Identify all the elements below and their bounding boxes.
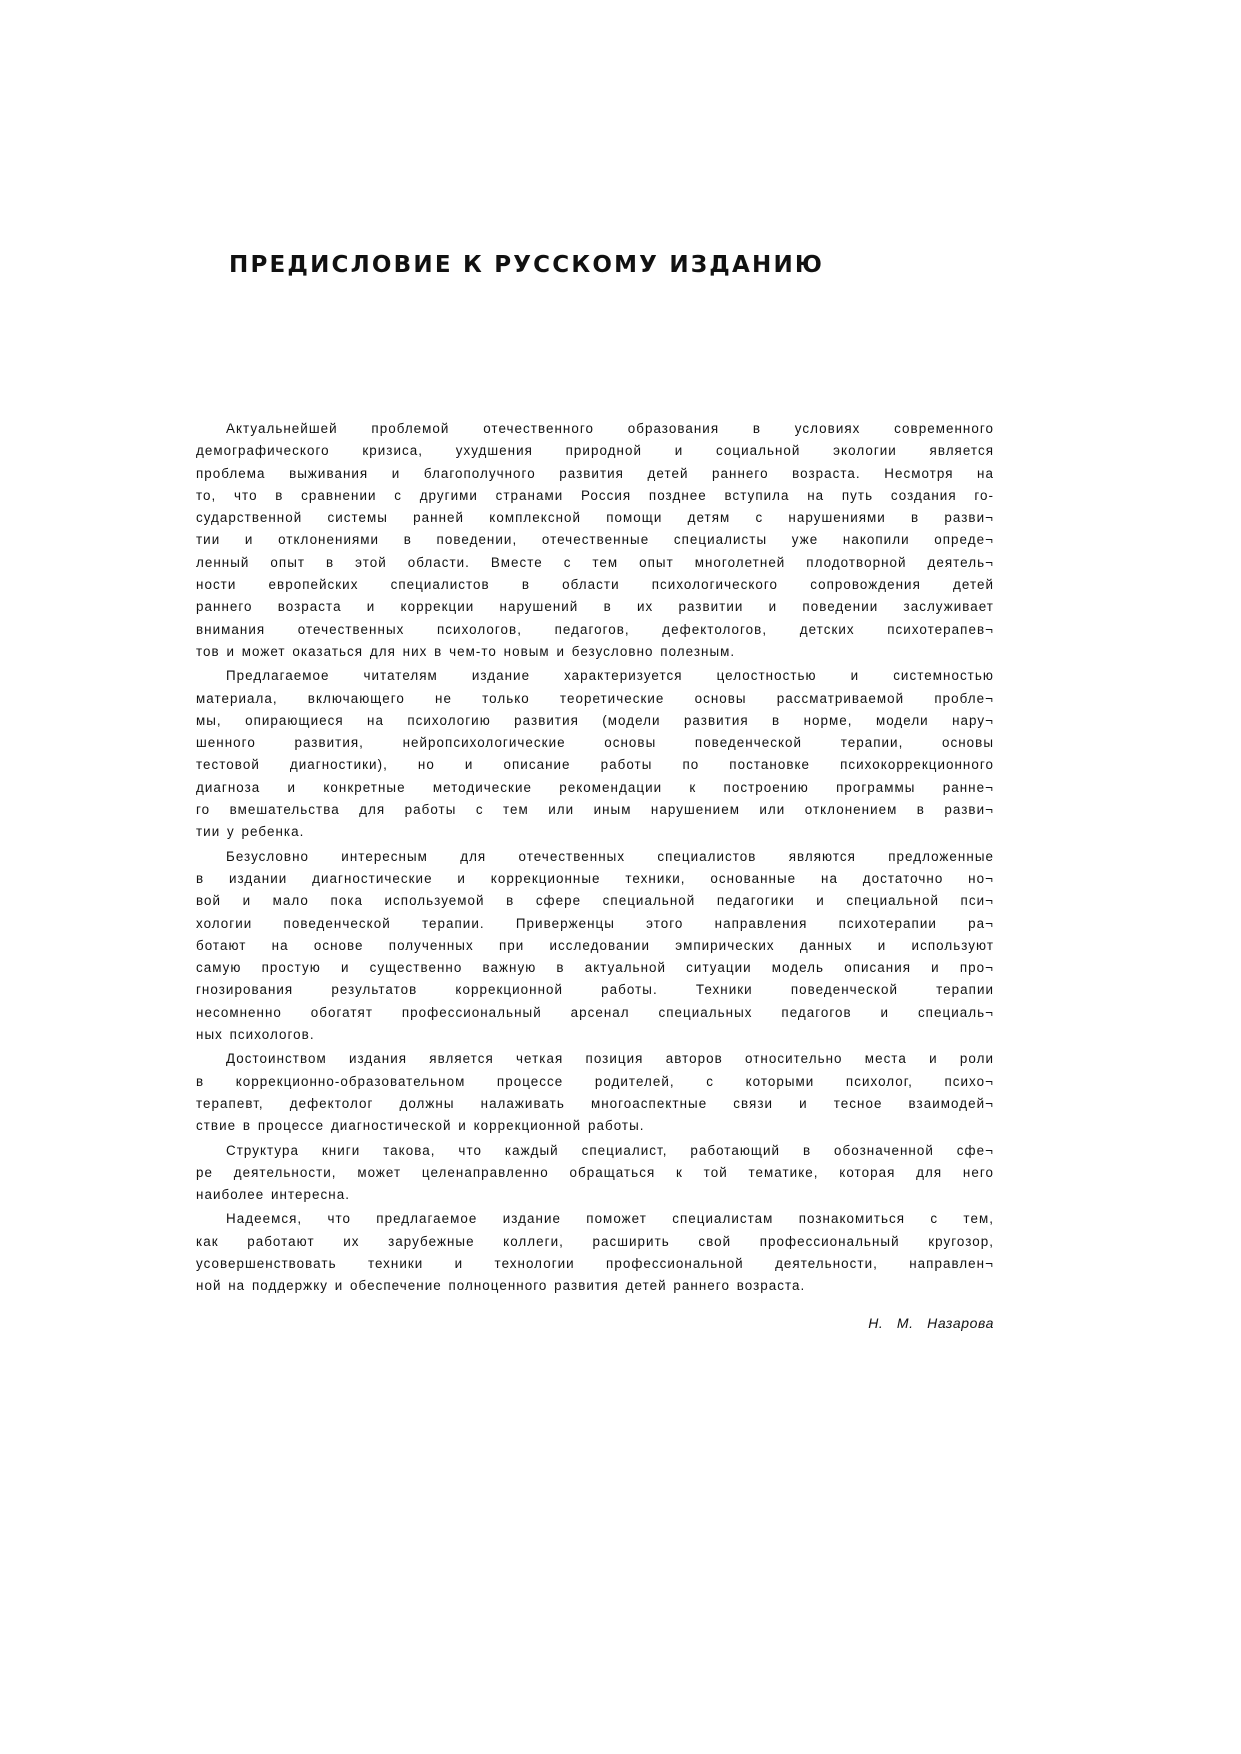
text-line: раннего возраста и коррекции нарушений в их развитии и поведении заслуживает	[196, 599, 994, 615]
page-title: ПРЕДИСЛОВИЕ К РУССКОМУ ИЗДАНИЮ	[229, 252, 825, 278]
paragraph	[196, 1048, 994, 1137]
text-line: то, что в сравнении с другими странами Россия позднее вступила на путь создания го-	[196, 487, 994, 503]
text-line: тестовой диагностики), но и описание работы по постановке психокоррекционного	[196, 757, 994, 773]
text-line: ности европейских специалистов в области психологического сопровождения детей	[196, 577, 994, 593]
text-line: проблема выживания и благополучного развития детей раннего возраста. Несмотря на	[196, 465, 994, 481]
text-line: Предлагаемое читателям издание характеризуется целостностью и системностью	[226, 668, 994, 684]
text-line: наиболее интересна.	[196, 1187, 350, 1203]
paragraph	[196, 418, 994, 663]
text-line: терапевт, дефектолог должны налаживать многоаспектные связи и тесное взаимодей¬	[196, 1095, 994, 1111]
author-signature: Н. М. Назарова	[868, 1315, 994, 1331]
text-line: внимания отечественных психологов, педагогов, дефектологов, детских психотерапев¬	[196, 621, 994, 637]
body-text	[196, 418, 994, 1298]
text-line: диагноза и конкретные методические рекомендации к построению программы ранне¬	[196, 779, 994, 795]
paragraph	[196, 1208, 994, 1297]
text-line: вой и мало пока используемой в сфере специальной педагогики и специальной пси¬	[196, 893, 994, 909]
text-line: шенного развития, нейропсихологические основы поведенческой терапии, основы	[196, 735, 994, 751]
text-line: как работают их зарубежные коллеги, расширить свой профессиональный кругозор,	[196, 1233, 994, 1249]
text-line: Безусловно интересным для отечественных специалистов являются предложенные	[226, 848, 994, 864]
text-line: го вмешательства для работы с тем или иным нарушением или отклонением в разви¬	[196, 802, 994, 818]
text-line: демографического кризиса, ухудшения природной и социальной экологии является	[196, 443, 994, 459]
text-line: тии у ребенка.	[196, 824, 305, 840]
text-line: ботают на основе полученных при исследовании эмпирических данных и используют	[196, 937, 994, 953]
text-line: несомненно обогатят профессиональный арсенал специальных педагогов и специаль¬	[196, 1004, 994, 1020]
text-line: ре деятельности, может целенаправленно обращаться к той тематике, которая для него	[196, 1164, 994, 1180]
text-line: Достоинством издания является четкая позиция авторов относительно места и роли	[226, 1051, 994, 1067]
text-line: ленный опыт в этой области. Вместе с тем опыт многолетней плодотворной деятель¬	[196, 554, 994, 570]
text-line: в коррекционно-образовательном процессе родителей, с которыми психолог, психо¬	[196, 1073, 994, 1089]
text-line: в издании диагностические и коррекционные техники, основанные на достаточно но¬	[196, 870, 994, 886]
paragraph	[196, 846, 994, 1047]
text-line: Структура книги такова, что каждый специалист, работающий в обозначенной сфе¬	[226, 1142, 994, 1158]
text-line: гнозирования результатов коррекционной работы. Техники поведенческой терапии	[196, 982, 994, 998]
paragraph	[196, 665, 994, 843]
text-line: тии и отклонениями в поведении, отечественные специалисты уже накопили опреде¬	[196, 532, 994, 548]
text-line: хологии поведенческой терапии. Приверженцы этого направления психотерапии ра¬	[196, 915, 994, 931]
text-line: сударственной системы ранней комплексной помощи детям с нарушениями в разви¬	[196, 510, 994, 526]
text-line: ной на поддержку и обеспечение полноценного развития детей раннего возраста.	[196, 1278, 806, 1294]
text-line: материала, включающего не только теоретические основы рассматриваемой пробле¬	[196, 690, 994, 706]
text-line: усовершенствовать техники и технологии профессиональной деятельности, направлен¬	[196, 1255, 994, 1271]
text-line: самую простую и существенно важную в актуальной ситуации модель описания и про¬	[196, 960, 994, 976]
text-line: Надеемся, что предлагаемое издание поможет специалистам познакомиться с тем,	[226, 1211, 994, 1227]
text-line: Актуальнейшей проблемой отечественного образования в условиях современного	[226, 421, 994, 436]
text-line: тов и может оказаться для них в чем-то новым и безусловно полезным.	[196, 643, 736, 659]
text-line: ных психологов.	[196, 1027, 315, 1043]
text-line: мы, опирающиеся на психологию развития (модели развития в норме, модели нару¬	[196, 712, 994, 728]
paragraph	[196, 1140, 994, 1207]
text-line: ствие в процессе диагностической и коррекционной работы.	[196, 1118, 645, 1134]
